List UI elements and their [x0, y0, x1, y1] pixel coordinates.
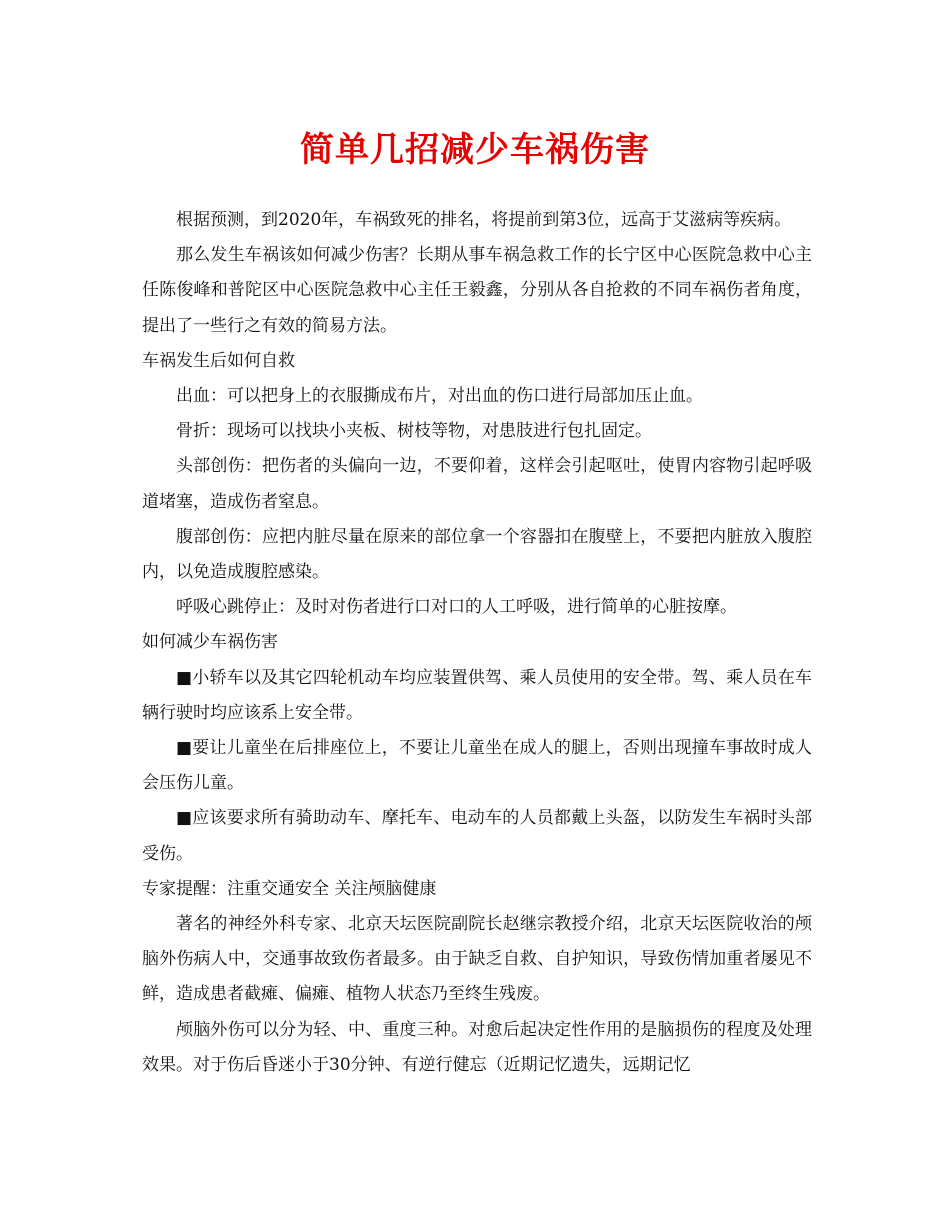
paragraph: 腹部创伤：应把内脏尽量在原来的部位拿一个容器扣在腹壁上，不要把内脏放入腹腔内，以免造成腹腔感染。 — [142, 526, 812, 583]
paragraph: 骨折：现场可以找块小夹板、树枝等物，对患肢进行包扎固定。 — [176, 421, 652, 442]
paragraph: 著名的神经外科专家、北京天坛医院副院长赵继宗教授介绍，北京天坛医院收治的颅脑外伤病人中，交通事故致伤者最多。由于缺乏自救、自护知识，导致伤情加重者屡见不鲜，造成患者截瘫、偏瘫、植物人状态乃至终生残废。 — [142, 914, 812, 1005]
section-heading: 车祸发生后如何自救 — [142, 350, 295, 371]
bullet-paragraph: ■要让儿童坐在后排座位上，不要让儿童坐在成人的腿上，否则出现撞车事故时成人会压伤儿童。 — [142, 738, 812, 794]
paragraph: 头部创伤：把伤者的头偏向一边，不要仰着，这样会引起呕吐，使胃内容物引起呼吸道堵塞，造成伤者窒息。 — [142, 456, 812, 512]
document-body — [142, 203, 812, 1083]
bullet-paragraph: ■应该要求所有骑助动车、摩托车、电动车的人员都戴上头盔，以防发生车祸时头部受伤。 — [142, 808, 812, 864]
paragraph: 出血：可以把身上的衣服撕成布片，对出血的伤口进行局部加压止血。 — [176, 386, 703, 407]
paragraph: 颅脑外伤可以分为轻、中、重度三种。对愈后起决定性作用的是脑损伤的程度及处理效果。对于伤后昏迷小于30分钟、有逆行健忘（近期记忆遗失，远期记忆 — [142, 1019, 812, 1075]
section-heading: 专家提醒：注重交通安全 关注颅脑健康 — [142, 878, 437, 899]
bullet-paragraph: ■小轿车以及其它四轮机动车均应装置供驾、乘人员使用的安全带。驾、乘人员在车辆行驶时均应该系上安全带。 — [142, 667, 812, 723]
section-heading: 如何减少车祸伤害 — [142, 632, 278, 653]
paragraph: 根据预测，到2020年，车祸致死的排名，将提前到第3位，远高于艾滋病等疾病。 — [176, 210, 792, 230]
document-title: 简单几招减少车祸伤害 — [300, 130, 650, 170]
paragraph: 呼吸心跳停止：及时对伤者进行口对口的人工呼吸，进行简单的心脏按摩。 — [176, 597, 737, 618]
paragraph: 那么发生车祸该如何减少伤害？长期从事车祸急救工作的长宁区中心医院急救中心主任陈俊峰和普陀区中心医院急救中心主任王毅鑫，分别从各自抢救的不同车祸伤者角度，提出了一些行之有效的简易方法。 — [142, 245, 812, 336]
